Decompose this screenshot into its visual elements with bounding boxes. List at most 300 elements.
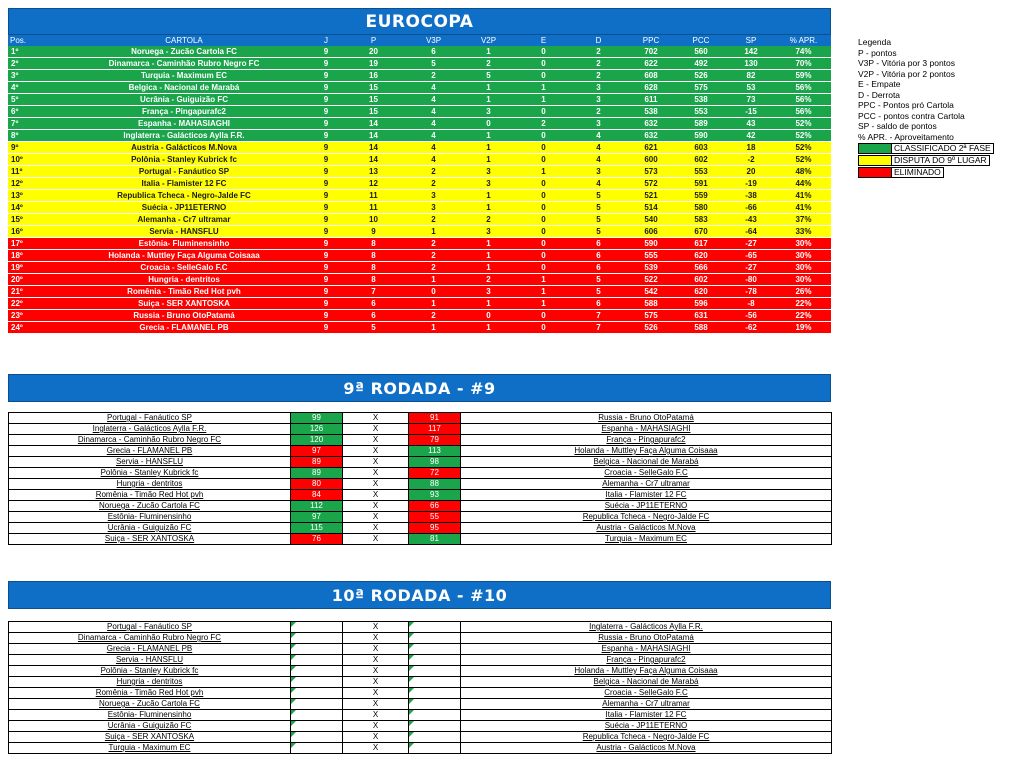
draws-cell: 1: [516, 274, 571, 286]
match-row: [9, 490, 832, 501]
position-cell: 19º: [8, 262, 57, 274]
pcc-cell: 590: [676, 130, 726, 142]
versus-mark: X: [343, 655, 409, 666]
apr-cell: 30%: [776, 250, 831, 262]
team-name-cell: Russia - Bruno OtoPatamá: [57, 310, 311, 322]
games-cell: 9: [311, 130, 341, 142]
points-cell: 7: [341, 286, 406, 298]
ppc-cell: 542: [626, 286, 676, 298]
ppc-cell: 573: [626, 166, 676, 178]
apr-cell: 59%: [776, 70, 831, 82]
away-score-empty: [409, 710, 461, 721]
points-cell: 8: [341, 262, 406, 274]
position-cell: 22º: [8, 298, 57, 310]
standings-row: [8, 106, 831, 118]
versus-mark: X: [343, 479, 409, 490]
draws-cell: 1: [516, 286, 571, 298]
v2p-cell: 3: [461, 166, 516, 178]
home-score-empty: [291, 633, 343, 644]
match-row: [9, 721, 832, 732]
apr-cell: 19%: [776, 322, 831, 334]
col-header-sp: SP: [726, 35, 776, 46]
ppc-cell: 540: [626, 214, 676, 226]
away-team: Suécia - JP11ETERNO: [461, 501, 832, 512]
ppc-cell: 521: [626, 190, 676, 202]
home-score-empty: [291, 644, 343, 655]
away-team: Inglaterra - Galácticos Aylla F.R.: [461, 622, 832, 633]
ppc-cell: 572: [626, 178, 676, 190]
sp-cell: -66: [726, 202, 776, 214]
home-score: 89: [291, 468, 343, 479]
away-team: França - Pingapurafc2: [461, 435, 832, 446]
v2p-cell: 1: [461, 46, 516, 58]
standings-row: [8, 70, 831, 82]
v2p-cell: 5: [461, 70, 516, 82]
standings-row: [8, 202, 831, 214]
apr-cell: 22%: [776, 298, 831, 310]
versus-mark: X: [343, 622, 409, 633]
games-cell: 9: [311, 166, 341, 178]
apr-cell: 48%: [776, 166, 831, 178]
col-header-pos: Pos.: [8, 35, 57, 46]
points-cell: 9: [341, 226, 406, 238]
pcc-cell: 553: [676, 106, 726, 118]
games-cell: 9: [311, 94, 341, 106]
away-score-empty: [409, 732, 461, 743]
team-name-cell: Republica Tcheca - Negro-Jalde FC: [57, 190, 311, 202]
losses-cell: 2: [571, 70, 626, 82]
position-cell: 14º: [8, 202, 57, 214]
home-score-empty: [291, 655, 343, 666]
versus-mark: X: [343, 512, 409, 523]
match-row: [9, 457, 832, 468]
pcc-cell: 566: [676, 262, 726, 274]
away-score-empty: [409, 622, 461, 633]
v3p-cell: 4: [406, 130, 461, 142]
ppc-cell: 628: [626, 82, 676, 94]
losses-cell: 6: [571, 262, 626, 274]
apr-cell: 44%: [776, 178, 831, 190]
draws-cell: 0: [516, 238, 571, 250]
v2p-cell: 3: [461, 226, 516, 238]
v3p-cell: 5: [406, 58, 461, 70]
games-cell: 9: [311, 226, 341, 238]
versus-mark: X: [343, 699, 409, 710]
sp-cell: 73: [726, 94, 776, 106]
away-score: 88: [409, 479, 461, 490]
ppc-cell: 611: [626, 94, 676, 106]
draws-cell: 1: [516, 94, 571, 106]
match-row: [9, 677, 832, 688]
away-score-empty: [409, 743, 461, 754]
home-team: Grecia - FLAMANEL PB: [9, 446, 291, 457]
sp-cell: 142: [726, 46, 776, 58]
apr-cell: 22%: [776, 310, 831, 322]
team-name-cell: Dinamarca - Caminhão Rubro Negro FC: [57, 58, 311, 70]
home-score: 97: [291, 512, 343, 523]
v3p-cell: 2: [406, 250, 461, 262]
away-team: Belgica - Nacional de Marabá: [461, 677, 832, 688]
position-cell: 3º: [8, 70, 57, 82]
v3p-cell: 2: [406, 214, 461, 226]
ppc-cell: 575: [626, 310, 676, 322]
away-team: Suécia - JP11ETERNO: [461, 721, 832, 732]
v3p-cell: 2: [406, 70, 461, 82]
v3p-cell: 4: [406, 118, 461, 130]
ppc-cell: 702: [626, 46, 676, 58]
pcc-cell: 583: [676, 214, 726, 226]
v2p-cell: 1: [461, 190, 516, 202]
green-swatch: [858, 143, 892, 154]
home-team: Portugal - Fanáutico SP: [9, 622, 291, 633]
games-cell: 9: [311, 46, 341, 58]
games-cell: 9: [311, 274, 341, 286]
losses-cell: 2: [571, 58, 626, 70]
draws-cell: 1: [516, 166, 571, 178]
v2p-cell: 3: [461, 286, 516, 298]
losses-cell: 4: [571, 154, 626, 166]
points-cell: 11: [341, 202, 406, 214]
legend-item: PPC - Pontos pró Cartola: [858, 100, 954, 110]
legend-item: V2P - Vitória por 2 pontos: [858, 68, 956, 79]
col-header-v2p: V2P: [461, 35, 516, 46]
v2p-cell: 1: [461, 298, 516, 310]
home-team: Noruega - Zucão Cartola FC: [9, 501, 291, 512]
losses-cell: 6: [571, 250, 626, 262]
sp-cell: -56: [726, 310, 776, 322]
team-name-cell: Romênia - Timão Red Hot pvh: [57, 286, 311, 298]
team-name-cell: Suiça - SER XANTOSKA: [57, 298, 311, 310]
pcc-cell: 603: [676, 142, 726, 154]
pcc-cell: 631: [676, 310, 726, 322]
pcc-cell: 526: [676, 70, 726, 82]
ppc-cell: 632: [626, 118, 676, 130]
pcc-cell: 588: [676, 322, 726, 334]
position-cell: 9º: [8, 142, 57, 154]
v3p-cell: 2: [406, 262, 461, 274]
position-cell: 17º: [8, 238, 57, 250]
games-cell: 9: [311, 190, 341, 202]
away-team: Croacia - SelleGalo F.C: [461, 468, 832, 479]
draws-cell: 0: [516, 106, 571, 118]
losses-cell: 6: [571, 298, 626, 310]
losses-cell: 5: [571, 274, 626, 286]
home-team: Ucrânia - Guiguizão FC: [9, 721, 291, 732]
match-row: [9, 633, 832, 644]
position-cell: 12º: [8, 178, 57, 190]
versus-mark: X: [343, 666, 409, 677]
draws-cell: 1: [516, 298, 571, 310]
away-score: 55: [409, 512, 461, 523]
sp-cell: -65: [726, 250, 776, 262]
home-team: Noruega - Zucão Cartola FC: [9, 699, 291, 710]
draws-cell: 0: [516, 178, 571, 190]
round-10-title: 10ª RODADA - #10: [8, 581, 831, 609]
v2p-cell: 0: [461, 118, 516, 130]
points-cell: 8: [341, 274, 406, 286]
team-name-cell: Turquia - Maximum EC: [57, 70, 311, 82]
home-score: 112: [291, 501, 343, 512]
away-score: 81: [409, 534, 461, 545]
points-cell: 15: [341, 106, 406, 118]
position-cell: 23º: [8, 310, 57, 322]
games-cell: 9: [311, 106, 341, 118]
games-cell: 9: [311, 214, 341, 226]
away-score-empty: [409, 666, 461, 677]
home-team: Polônia - Stanley Kubrick fc: [9, 468, 291, 479]
red-swatch: [858, 167, 892, 178]
standings-row: [8, 322, 831, 334]
away-team: Turquia - Maximum EC: [461, 534, 832, 545]
home-score: 89: [291, 457, 343, 468]
standings-row: [8, 238, 831, 250]
pcc-cell: 620: [676, 286, 726, 298]
versus-mark: X: [343, 468, 409, 479]
v2p-cell: 2: [461, 214, 516, 226]
away-score: 98: [409, 457, 461, 468]
draws-cell: 0: [516, 190, 571, 202]
v3p-cell: 4: [406, 82, 461, 94]
away-team: Holanda - Muttley Faça Alguma Coisaaa: [461, 666, 832, 677]
v3p-cell: 4: [406, 94, 461, 106]
versus-mark: X: [343, 743, 409, 754]
sp-cell: 43: [726, 118, 776, 130]
sp-cell: -2: [726, 154, 776, 166]
ppc-cell: 632: [626, 130, 676, 142]
home-score-empty: [291, 688, 343, 699]
pcc-cell: 553: [676, 166, 726, 178]
match-row: [9, 743, 832, 754]
ppc-cell: 538: [626, 106, 676, 118]
games-cell: 9: [311, 154, 341, 166]
away-score: 93: [409, 490, 461, 501]
legend-item: SP - saldo de pontos: [858, 121, 937, 131]
team-name-cell: Austria - Galácticos M.Nova: [57, 142, 311, 154]
points-cell: 5: [341, 322, 406, 334]
home-team: Hungria - dentritos: [9, 677, 291, 688]
position-cell: 4º: [8, 82, 57, 94]
page-title: EUROCOPA: [8, 8, 831, 35]
ppc-cell: 588: [626, 298, 676, 310]
home-team: Hungria - dentritos: [9, 479, 291, 490]
away-score-empty: [409, 688, 461, 699]
versus-mark: X: [343, 501, 409, 512]
apr-cell: 74%: [776, 46, 831, 58]
away-score: 72: [409, 468, 461, 479]
standings-row: [8, 250, 831, 262]
losses-cell: 4: [571, 142, 626, 154]
away-score-empty: [409, 721, 461, 732]
away-score-empty: [409, 655, 461, 666]
match-row: [9, 655, 832, 666]
games-cell: 9: [311, 118, 341, 130]
team-name-cell: Servia - HANSFLU: [57, 226, 311, 238]
pcc-cell: 575: [676, 82, 726, 94]
home-team: Dinamarca - Caminhão Rubro Negro FC: [9, 633, 291, 644]
legend-item: E - Empate: [858, 79, 901, 89]
home-score: 76: [291, 534, 343, 545]
standings-table: [8, 35, 831, 334]
home-score-empty: [291, 732, 343, 743]
losses-cell: 3: [571, 94, 626, 106]
team-name-cell: Noruega - Zucão Cartola FC: [57, 46, 311, 58]
col-header-apr: % APR.: [776, 35, 831, 46]
standings-row: [8, 130, 831, 142]
match-row: [9, 523, 832, 534]
home-team: Suiça - SER XANTOSKA: [9, 732, 291, 743]
home-score-empty: [291, 666, 343, 677]
sp-cell: 18: [726, 142, 776, 154]
apr-cell: 41%: [776, 202, 831, 214]
standings-row: [8, 46, 831, 58]
match-row: [9, 501, 832, 512]
points-cell: 6: [341, 298, 406, 310]
position-cell: 5º: [8, 94, 57, 106]
match-row: [9, 666, 832, 677]
v3p-cell: 1: [406, 322, 461, 334]
home-team: Ucrânia - Guiguizão FC: [9, 523, 291, 534]
games-cell: 9: [311, 310, 341, 322]
points-cell: 10: [341, 214, 406, 226]
home-score-empty: [291, 677, 343, 688]
v2p-cell: 1: [461, 250, 516, 262]
v2p-cell: 1: [461, 142, 516, 154]
apr-cell: 70%: [776, 58, 831, 70]
versus-mark: X: [343, 688, 409, 699]
v3p-cell: 2: [406, 166, 461, 178]
team-name-cell: Alemanha - Cr7 ultramar: [57, 214, 311, 226]
legend-swatch-dispute: [858, 155, 1023, 166]
standings-row: [8, 274, 831, 286]
apr-cell: 52%: [776, 118, 831, 130]
away-team: Croacia - SelleGalo F.C: [461, 688, 832, 699]
col-header-d: D: [571, 35, 626, 46]
team-name-cell: Suécia - JP11ETERNO: [57, 202, 311, 214]
v3p-cell: 6: [406, 46, 461, 58]
v2p-cell: 3: [461, 178, 516, 190]
games-cell: 9: [311, 82, 341, 94]
sp-cell: 42: [726, 130, 776, 142]
away-team: Belgica - Nacional de Marabá: [461, 457, 832, 468]
sp-cell: -38: [726, 190, 776, 202]
v2p-cell: 1: [461, 82, 516, 94]
standings-row: [8, 214, 831, 226]
v3p-cell: 4: [406, 154, 461, 166]
games-cell: 9: [311, 286, 341, 298]
apr-cell: 33%: [776, 226, 831, 238]
standings-row: [8, 190, 831, 202]
v2p-cell: 1: [461, 202, 516, 214]
pcc-cell: 596: [676, 298, 726, 310]
v2p-cell: 1: [461, 94, 516, 106]
home-score: 115: [291, 523, 343, 534]
pcc-cell: 538: [676, 94, 726, 106]
match-row: [9, 534, 832, 545]
games-cell: 9: [311, 322, 341, 334]
standings-row: [8, 94, 831, 106]
standings-row: [8, 286, 831, 298]
apr-cell: 26%: [776, 286, 831, 298]
position-cell: 11º: [8, 166, 57, 178]
away-score: 91: [409, 413, 461, 424]
points-cell: 14: [341, 142, 406, 154]
versus-mark: X: [343, 413, 409, 424]
home-team: Suiça - SER XANTOSKA: [9, 534, 291, 545]
sp-cell: 20: [726, 166, 776, 178]
v2p-cell: 3: [461, 106, 516, 118]
match-row: [9, 413, 832, 424]
match-row: [9, 424, 832, 435]
match-row: [9, 644, 832, 655]
points-cell: 8: [341, 238, 406, 250]
points-cell: 8: [341, 250, 406, 262]
v2p-cell: 2: [461, 58, 516, 70]
standings-row: [8, 262, 831, 274]
losses-cell: 5: [571, 190, 626, 202]
standings-row: [8, 298, 831, 310]
versus-mark: X: [343, 446, 409, 457]
standings-row: [8, 178, 831, 190]
draws-cell: 0: [516, 70, 571, 82]
v2p-cell: 2: [461, 274, 516, 286]
legend-item: P - pontos: [858, 47, 897, 58]
sp-cell: -80: [726, 274, 776, 286]
games-cell: 9: [311, 58, 341, 70]
apr-cell: 52%: [776, 130, 831, 142]
points-cell: 20: [341, 46, 406, 58]
draws-cell: 0: [516, 250, 571, 262]
away-team: Russia - Bruno OtoPatamá: [461, 633, 832, 644]
versus-mark: X: [343, 523, 409, 534]
draws-cell: 0: [516, 214, 571, 226]
sp-cell: -27: [726, 262, 776, 274]
standings-row: [8, 166, 831, 178]
ppc-cell: 621: [626, 142, 676, 154]
pcc-cell: 580: [676, 202, 726, 214]
match-row: [9, 699, 832, 710]
points-cell: 15: [341, 94, 406, 106]
position-cell: 10º: [8, 154, 57, 166]
losses-cell: 7: [571, 310, 626, 322]
games-cell: 9: [311, 298, 341, 310]
away-score: 95: [409, 523, 461, 534]
home-score: 120: [291, 435, 343, 446]
apr-cell: 56%: [776, 82, 831, 94]
v2p-cell: 1: [461, 322, 516, 334]
round-9-title: 9ª RODADA - #9: [8, 374, 831, 402]
match-row: [9, 435, 832, 446]
draws-cell: 2: [516, 118, 571, 130]
versus-mark: X: [343, 732, 409, 743]
match-row: [9, 710, 832, 721]
versus-mark: X: [343, 424, 409, 435]
ppc-cell: 522: [626, 274, 676, 286]
sp-cell: -62: [726, 322, 776, 334]
team-name-cell: Grecia - FLAMANEL PB: [57, 322, 311, 334]
home-score: 126: [291, 424, 343, 435]
round-9-table: [8, 412, 832, 545]
versus-mark: X: [343, 534, 409, 545]
losses-cell: 3: [571, 82, 626, 94]
games-cell: 9: [311, 142, 341, 154]
match-row: [9, 688, 832, 699]
home-team: Romênia - Timão Red Hot pvh: [9, 490, 291, 501]
legend-swatch-classified: [858, 143, 1023, 154]
away-score-empty: [409, 644, 461, 655]
away-score: 117: [409, 424, 461, 435]
standings-row: [8, 118, 831, 130]
draws-cell: 0: [516, 142, 571, 154]
